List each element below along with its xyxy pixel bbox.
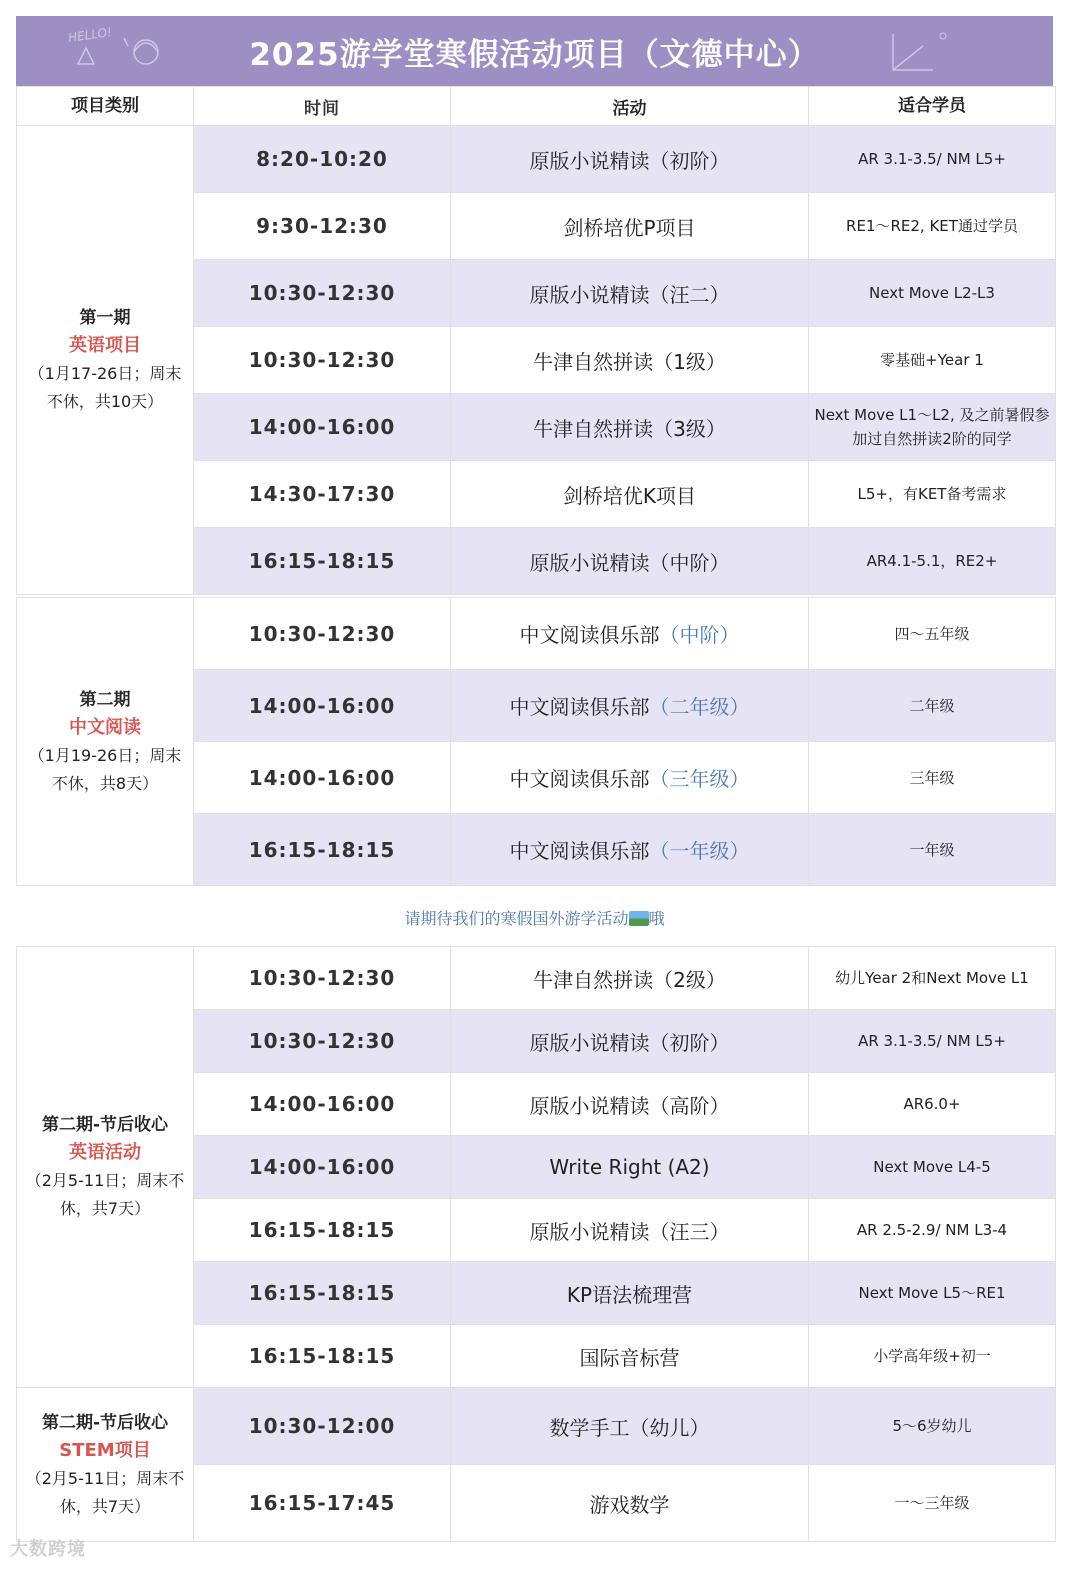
fit-cell: 零基础+Year 1: [809, 327, 1056, 394]
activity-cell: 原版小说精读（高阶）: [451, 1073, 809, 1136]
category-dates: （1月17-26日；周末不休，共10天）: [28, 364, 182, 411]
table-row: [17, 598, 1056, 670]
header-time: 时间: [194, 87, 451, 126]
activity-cell: 剑桥培优P项目: [451, 193, 809, 260]
fit-cell: 四～五年级: [809, 598, 1056, 670]
time-cell: 14:00-16:00: [194, 394, 451, 461]
activity-cell: 原版小说精读（初阶）: [451, 1010, 809, 1073]
time-cell: 14:00-16:00: [194, 670, 451, 742]
time-cell: 16:15-17:45: [194, 1465, 451, 1542]
fit-cell: 一年级: [809, 814, 1056, 886]
time-cell: 10:30-12:30: [194, 947, 451, 1010]
activity-cell: 数学手工（幼儿）: [451, 1388, 809, 1465]
hello-doodle-text: HELLO!: [67, 25, 113, 45]
activity-cell: 原版小说精读（中阶）: [451, 528, 809, 595]
activity-cell: 牛津自然拼读（3级）: [451, 394, 809, 461]
note-text: 请期待我们的寒假国外游学活动: [404, 909, 629, 928]
activity-cell: [451, 670, 809, 742]
category-type: 英语活动: [69, 1142, 141, 1163]
fit-cell: AR 3.1-3.5/ NM L5+: [809, 126, 1056, 193]
activity-cell: 牛津自然拼读（2级）: [451, 947, 809, 1010]
category-type: 中文阅读: [69, 716, 141, 738]
activity-cell: 原版小说精读（汪三）: [451, 1199, 809, 1262]
activity-name: 中文阅读俱乐部: [509, 839, 650, 863]
time-cell: 14:00-16:00: [194, 1136, 451, 1199]
fit-cell: Next Move L5～RE1: [809, 1262, 1056, 1325]
category-cell: [17, 1388, 194, 1542]
time-cell: 16:15-18:15: [194, 1199, 451, 1262]
activity-name: 中文阅读俱乐部: [509, 695, 650, 719]
activity-level: （二年级）: [649, 695, 750, 719]
time-cell: 16:15-18:15: [194, 528, 451, 595]
schedule-table-chinese: [16, 597, 1056, 886]
fit-cell: Next Move L4-5: [809, 1136, 1056, 1199]
activity-name: 中文阅读俱乐部: [509, 767, 650, 791]
fit-cell: AR 3.1-3.5/ NM L5+: [809, 1010, 1056, 1073]
watermark: 大数跨境: [10, 1539, 86, 1560]
category-period: 第二期-节后收心: [41, 1115, 169, 1135]
fit-cell: 5～6岁幼儿: [809, 1388, 1056, 1465]
fit-cell: 二年级: [809, 670, 1056, 742]
time-cell: 14:30-17:30: [194, 461, 451, 528]
time-cell: 16:15-18:15: [194, 1325, 451, 1388]
fit-cell: 三年级: [809, 742, 1056, 814]
table-header-row: [17, 87, 1056, 126]
activity-cell: 剑桥培优K项目: [451, 461, 809, 528]
fit-cell: Next Move L2-L3: [809, 260, 1056, 327]
fit-cell: 一～三年级: [809, 1465, 1056, 1542]
title-bar: [16, 16, 1053, 86]
table-row: [17, 126, 1056, 193]
fit-cell: AR 2.5-2.9/ NM L3-4: [809, 1199, 1056, 1262]
category-period: 第二期: [79, 689, 131, 710]
activity-cell: [451, 814, 809, 886]
activity-level: （中阶）: [659, 623, 740, 647]
time-cell: 10:30-12:00: [194, 1388, 451, 1465]
header-fit: 适合学员: [809, 87, 1056, 126]
activity-cell: 原版小说精读（初阶）: [451, 126, 809, 193]
time-cell: 10:30-12:30: [194, 260, 451, 327]
fit-cell: 幼儿Year 2和Next Move L1: [809, 947, 1056, 1010]
category-cell: [17, 947, 194, 1388]
fit-cell: Next Move L1～L2, 及之前暑假参加过自然拼读2阶的同学: [809, 394, 1056, 461]
ruler-doodle-icon: [873, 26, 953, 76]
header-activity: 活动: [451, 87, 809, 126]
activity-cell: 原版小说精读（汪二）: [451, 260, 809, 327]
landscape-photo-icon: [629, 911, 649, 926]
time-cell: 16:15-18:15: [194, 1262, 451, 1325]
activity-cell: Write Right (A2): [451, 1136, 809, 1199]
fit-cell: 小学高年级+初一: [809, 1325, 1056, 1388]
time-cell: 14:00-16:00: [194, 1073, 451, 1136]
note-suffix: 哦: [648, 909, 665, 928]
activity-cell: 牛津自然拼读（1级）: [451, 327, 809, 394]
header-category: 项目类别: [17, 87, 194, 126]
time-cell: 10:30-12:30: [194, 327, 451, 394]
activity-cell: KP语法梳理营: [451, 1262, 809, 1325]
doodle-decoration: [68, 24, 188, 80]
table-row: [17, 1388, 1056, 1465]
time-cell: 14:00-16:00: [194, 742, 451, 814]
fit-cell: L5+，有KET备考需求: [809, 461, 1056, 528]
activity-name: 中文阅读俱乐部: [519, 623, 660, 647]
activity-level: （三年级）: [649, 767, 750, 791]
fit-cell: RE1～RE2, KET通过学员: [809, 193, 1056, 260]
category-dates: （1月19-26日；周末不休，共8天）: [28, 745, 182, 793]
time-cell: 10:30-12:30: [194, 598, 451, 670]
category-cell: [17, 598, 194, 886]
category-cell: [17, 126, 194, 595]
activity-cell: 游戏数学: [451, 1465, 809, 1542]
time-cell: 16:15-18:15: [194, 814, 451, 886]
activity-cell: 国际音标营: [451, 1325, 809, 1388]
activity-cell: [451, 598, 809, 670]
category-dates: （2月5-11日；周末不休，共7天）: [25, 1171, 185, 1218]
category-period: 第二期-节后收心: [41, 1412, 169, 1433]
schedule-table-post-holiday: [16, 946, 1056, 1542]
table-row: [17, 947, 1056, 1010]
schedule-table-english: [16, 86, 1056, 595]
fit-cell: AR6.0+: [809, 1073, 1056, 1136]
activity-cell: [451, 742, 809, 814]
activity-level: （一年级）: [649, 839, 750, 863]
category-dates: （2月5-11日；周末不休，共7天）: [25, 1468, 185, 1516]
category-period: 第一期: [79, 308, 131, 328]
fit-cell: AR4.1-5.1，RE2+: [809, 528, 1056, 595]
category-type: STEM项目: [59, 1439, 151, 1461]
time-cell: 8:20-10:20: [194, 126, 451, 193]
time-cell: 10:30-12:30: [194, 1010, 451, 1073]
time-cell: 9:30-12:30: [194, 193, 451, 260]
overseas-trip-note: [16, 906, 1053, 929]
page-title: 2025游学堂寒假活动项目（文德中心）: [249, 36, 820, 73]
category-type: 英语项目: [69, 335, 141, 356]
